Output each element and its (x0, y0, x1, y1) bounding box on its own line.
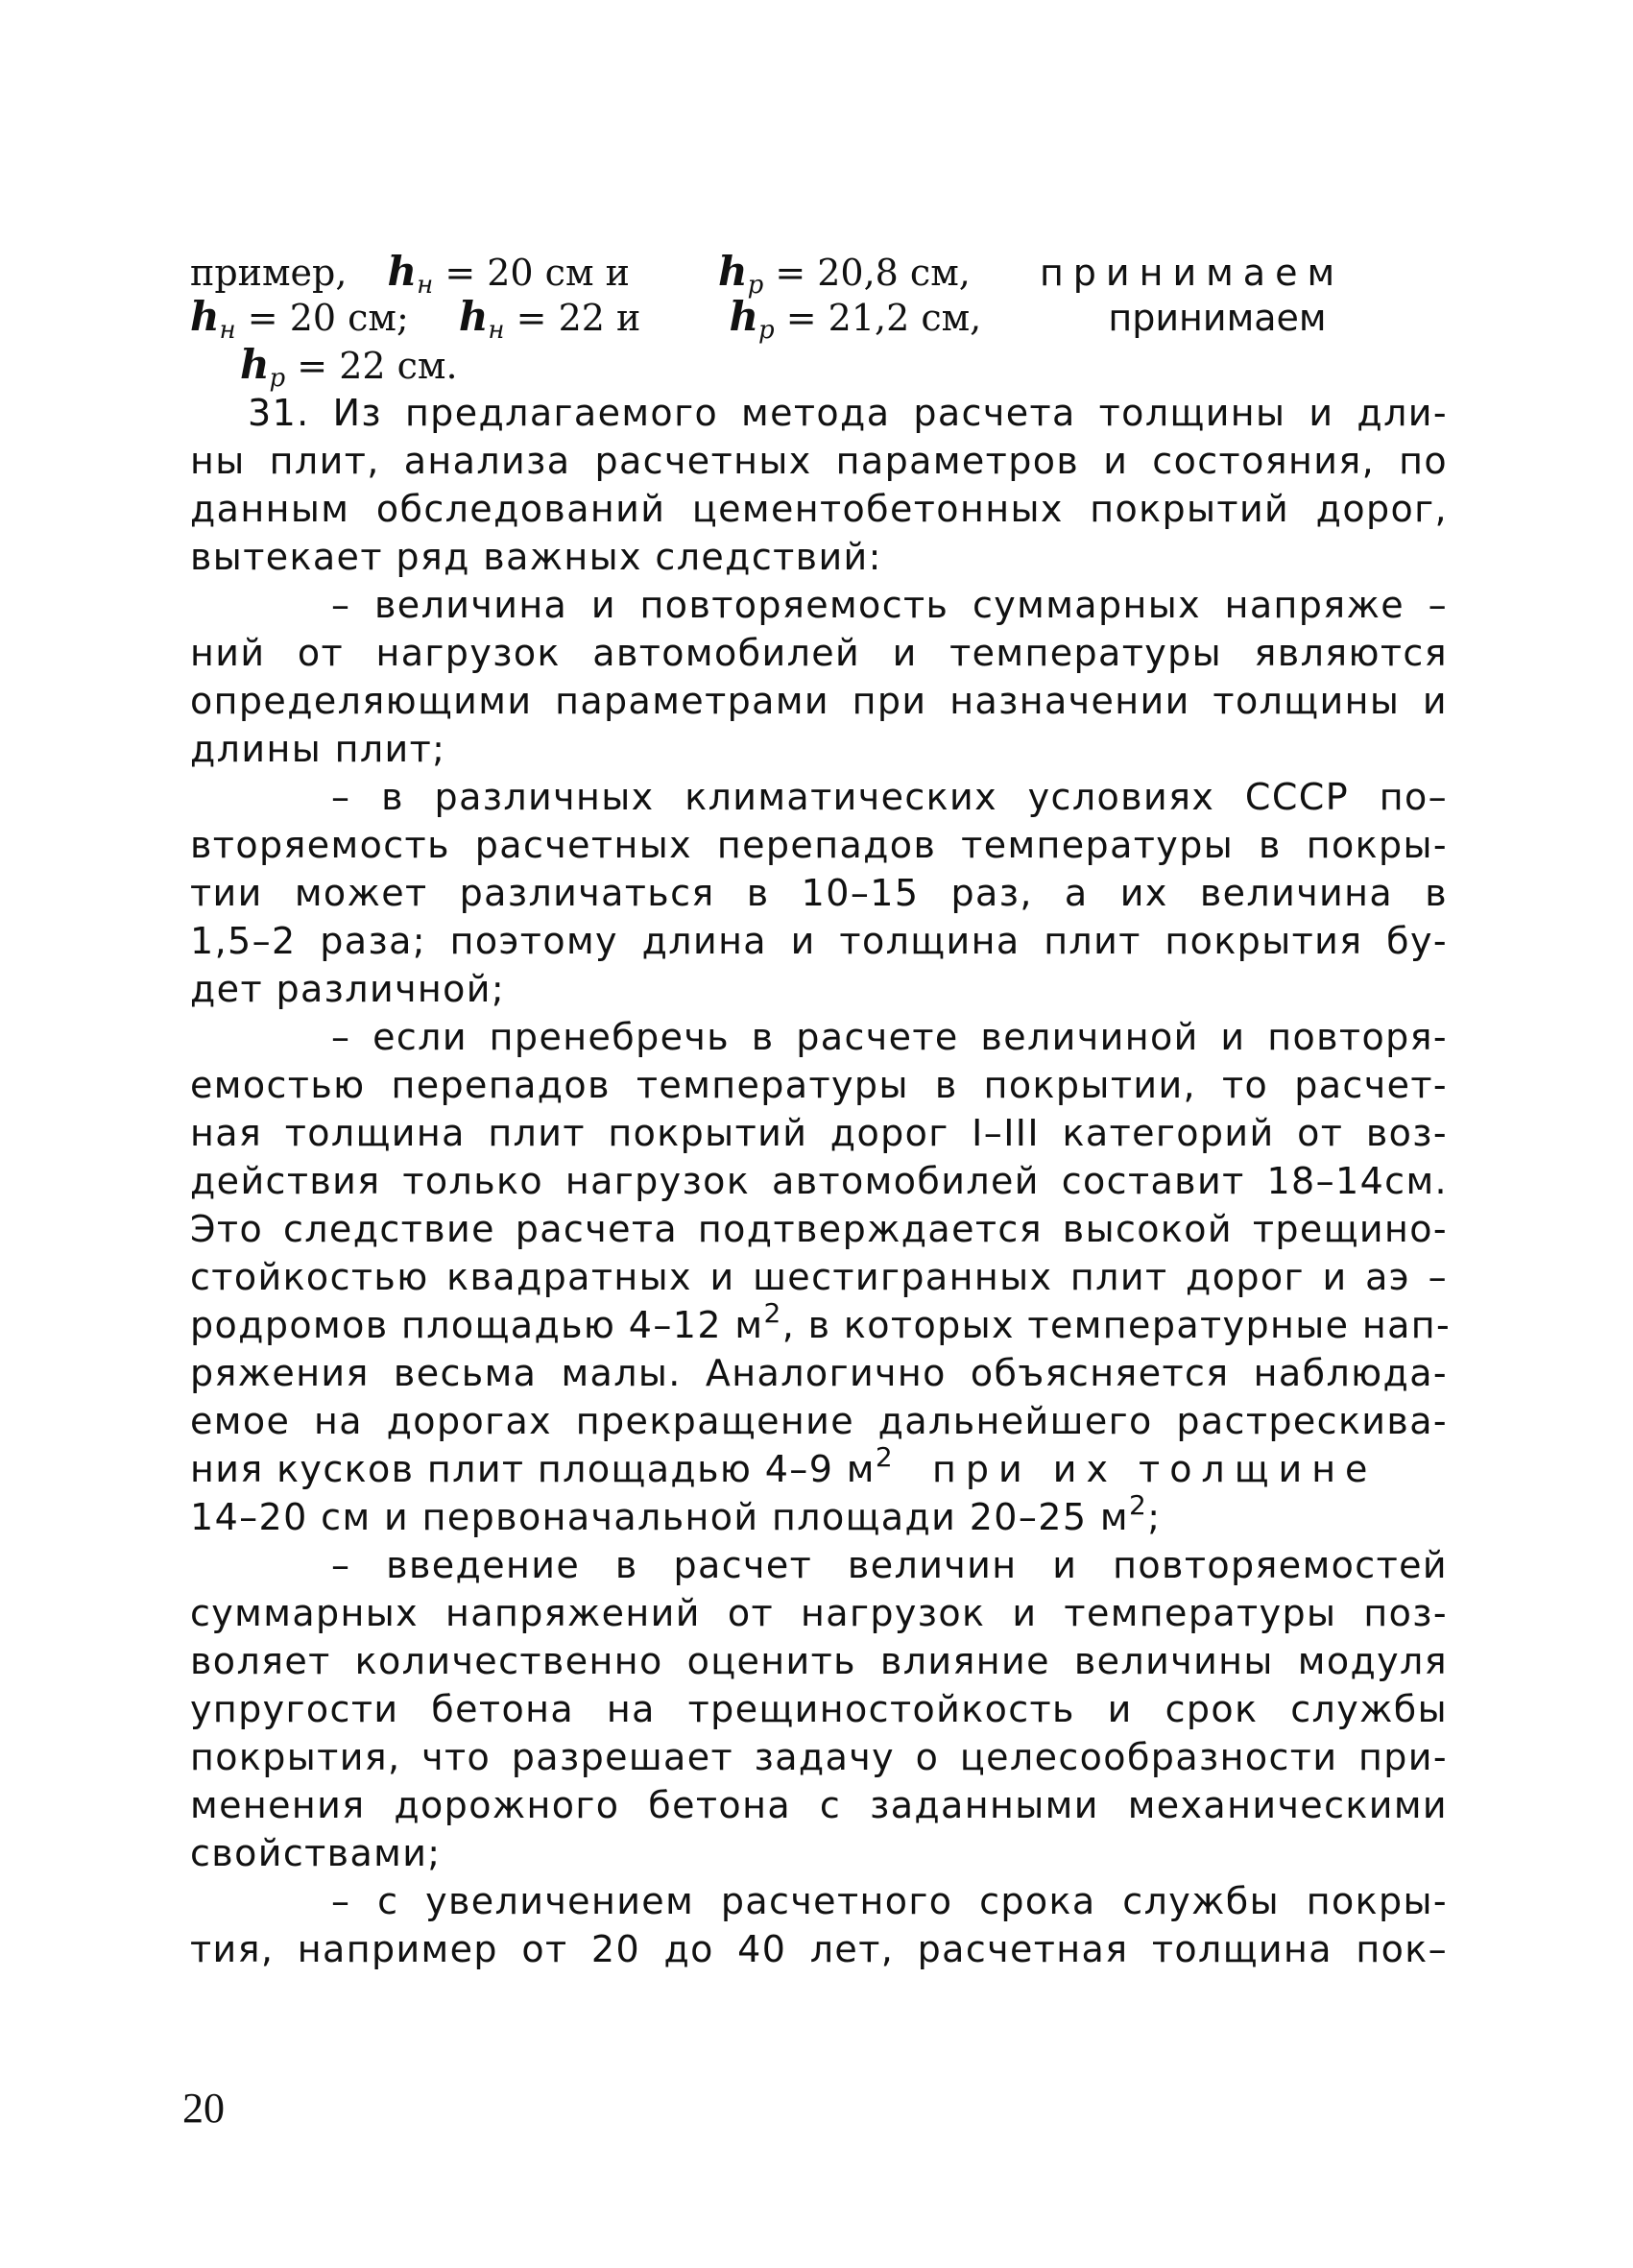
formula-subscript: р (747, 271, 764, 300)
formula-tail: принимаем (1039, 252, 1345, 294)
text-line: – введение в расчет величин и повторяемостей (331, 1544, 1448, 1586)
text-line: данным обследований цементобетонных покрытий дорог, (190, 488, 1448, 530)
formula-variable: h (718, 248, 748, 295)
text-fragment: ; (1147, 1496, 1162, 1538)
text-line: действия только нагрузок автомобилей составит 18–14см. (190, 1160, 1448, 1202)
superscript: 2 (763, 1297, 782, 1329)
text-line: стойкостью квадратных и шестигранных плит дорог и аэ – (190, 1256, 1448, 1298)
text-line: свойствами; (190, 1832, 442, 1874)
text-line: вытекает ряд важных следствий: (190, 536, 882, 578)
text-line: ряжения весьма малы. Аналогично объясняется наблюда- (190, 1352, 1448, 1394)
formula-equation: = 21,2 см, (785, 297, 982, 339)
formula-subscript: н (219, 316, 236, 345)
text-line: ная толщина плит покрытий дорог I–III категорий от воз- (190, 1112, 1448, 1154)
text-line: определяющими параметрами при назначении толщины и (190, 680, 1448, 722)
text-line: менения дорожного бетона с заданными механическими (190, 1784, 1448, 1826)
text-fragment: ния кусков плит площадью 4–9 м (190, 1448, 876, 1490)
text-line: – в различных климатических условиях СССР по– (331, 776, 1448, 818)
superscript: 2 (875, 1441, 895, 1473)
formula-variable: h (458, 293, 489, 340)
text-line-with-superscript (190, 1489, 1448, 1541)
text-line: тии может различаться в 10–15 раз, а их величина в (190, 872, 1448, 914)
formula-equation: = 20 см; (247, 297, 409, 339)
text-line: Это следствие расчета подтверждается высокой трещино- (190, 1208, 1448, 1250)
formula-subscript: н (417, 271, 434, 300)
formula-line-1 (190, 248, 1345, 300)
formula-variable: h (240, 341, 270, 388)
text-line: ны плит, анализа расчетных параметров и состояния, по (190, 440, 1448, 482)
text-line: покрытия, что разрешает задачу о целесообразности при- (190, 1736, 1448, 1778)
text-line: дет различной; (190, 968, 506, 1010)
text-line: тия, например от 20 до 40 лет, расчетная толщина пок– (190, 1928, 1448, 1970)
text-line: – величина и повторяемость суммарных напряже – (331, 584, 1448, 626)
text-line: воляет количественно оценить влияние величины модуля (190, 1640, 1448, 1682)
formula-line-2 (190, 293, 1327, 345)
text-line: емостью перепадов температуры в покрытии, то расчет- (190, 1064, 1448, 1106)
text-line: 31. Из предлагаемого метода расчета толщины и дли- (248, 392, 1448, 434)
formula-equation: = 22 см. (297, 345, 458, 387)
formula-equation: = 20 см и (444, 252, 630, 294)
text-line: 1,5–2 раза; поэтому длина и толщина плит покрытия бу- (190, 920, 1448, 962)
text-line: суммарных напряжений от нагрузок и температуры поз- (190, 1592, 1448, 1634)
text-line: – если пренебречь в расчете величиной и повторя- (331, 1016, 1448, 1058)
text-fragment: родромов площадью 4–12 м (190, 1304, 764, 1346)
formula-variable: h (190, 293, 220, 340)
formula-equation: = 22 и (516, 297, 641, 339)
formula-variable: h (729, 293, 758, 340)
text-fragment: , в которых температурные нап- (781, 1304, 1452, 1346)
text-line: ний от нагрузок автомобилей и температуры являются (190, 632, 1448, 674)
formula-equation: = 20,8 см, (775, 252, 971, 294)
text-fragment: 14–20 см и первоначальной площади 20–25 м (190, 1496, 1129, 1538)
formula-tail: принимаем (1108, 297, 1327, 339)
text-line: емое на дорогах прекращение дальнейшего растрескива- (190, 1400, 1448, 1442)
formula-subscript: р (757, 316, 775, 345)
text-line: вторяемость расчетных перепадов температуры в покры- (190, 824, 1448, 866)
formula-prefix: пример, (190, 252, 348, 294)
text-line: длины плит; (190, 728, 446, 770)
formula-variable: h (387, 248, 418, 295)
text-fragment: при их толщине (932, 1448, 1378, 1490)
superscript: 2 (1128, 1489, 1148, 1521)
formula-subscript: р (269, 364, 286, 393)
text-line-with-superscript (190, 1297, 1452, 1349)
text-line-with-superscript (190, 1441, 1448, 1493)
page-number: 20 (182, 2085, 225, 2132)
formula-subscript: н (488, 316, 505, 345)
formula-line-3 (240, 341, 458, 393)
text-line: – с увеличением расчетного срока службы покры- (331, 1880, 1448, 1922)
text-line: упругости бетона на трещиностойкость и срок службы (190, 1688, 1448, 1730)
